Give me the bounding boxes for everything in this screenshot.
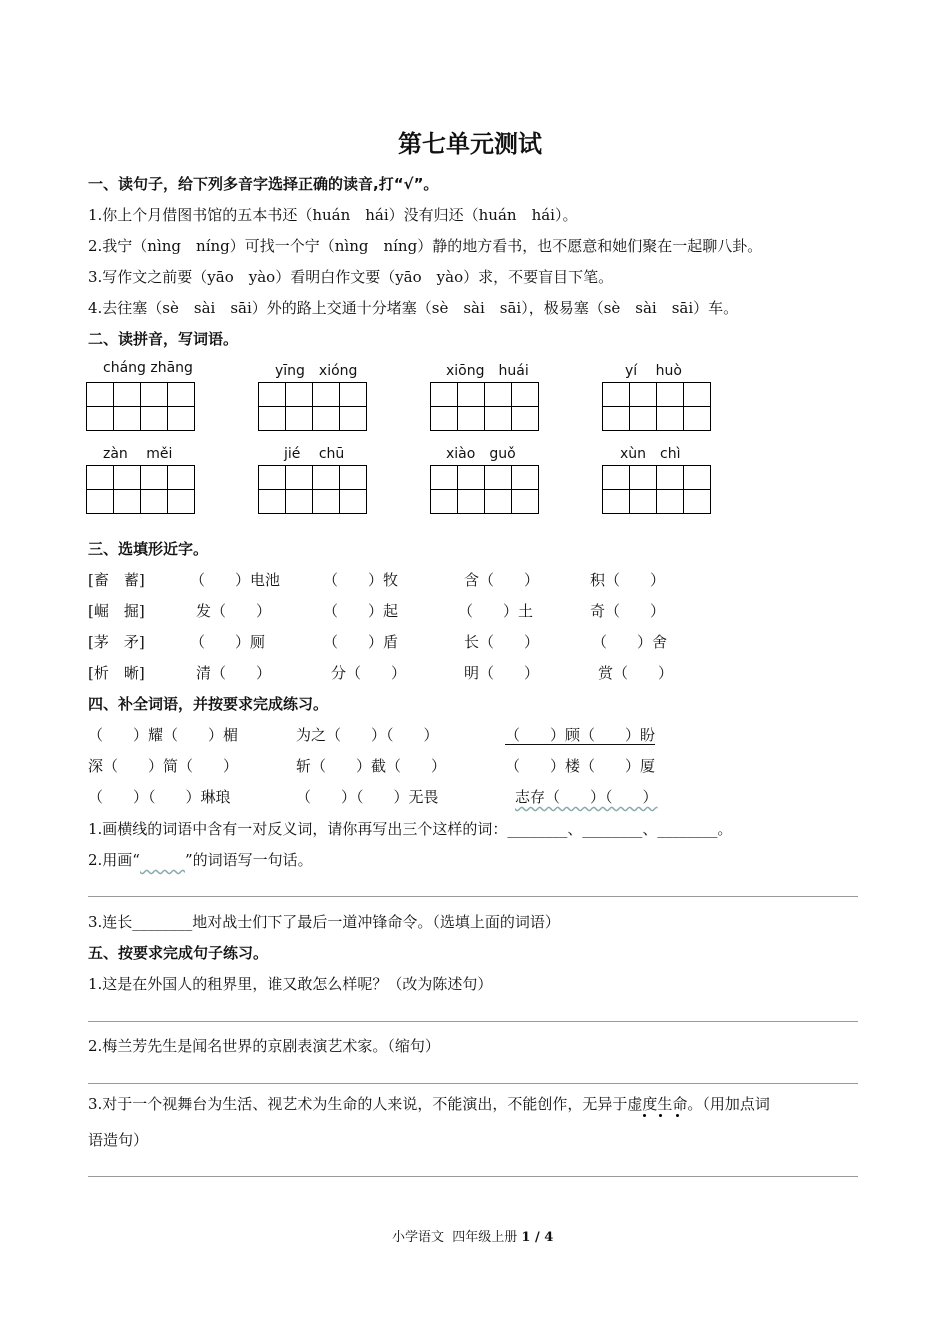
s4-idiom[interactable]: （ ）（ ）无畏 [296, 788, 439, 806]
s3-row1-blank[interactable]: 积（ ） [590, 571, 666, 589]
s1-line-2: 2.我宁（nìng níng）可找一个宁（nìng níng）静的地方看书，也不愿意和她们聚在一起聊八卦。 [88, 237, 763, 255]
s3-row1-blank[interactable]: 含（ ） [464, 571, 540, 589]
section-4-heading: 四、补全词语，并按要求完成练习。 [88, 695, 329, 713]
s3-row1-blank[interactable]: （ ）牧 [323, 571, 399, 589]
pinyin-2: yīng xióng [275, 363, 358, 379]
s3-row2-blank[interactable]: 奇（ ） [590, 602, 666, 620]
s5-question-3-cont: 语造句） [88, 1131, 149, 1149]
s4-idiom[interactable]: （ ）（ ）琳琅 [88, 788, 231, 806]
writing-grid-8[interactable] [602, 465, 711, 514]
s5-question-1: 1.这是在外国人的租界里，谁又敢怎么样呢？（改为陈述句） [88, 975, 493, 993]
pinyin-1: cháng zhāng [103, 360, 193, 376]
s3-row2-blank[interactable]: 发（ ） [196, 602, 272, 620]
page-title: 第七单元测试 [398, 130, 542, 158]
s1-line-4: 4.去往塞（sè sài sāi）外的路上交通十分堵塞（sè sài sāi），极易塞（sè sài sāi）车。 [88, 299, 739, 317]
s3-row3-blank[interactable]: 长（ ） [464, 633, 540, 651]
s4-idiom-wavy[interactable]: 志存（ ）（ ） [515, 788, 658, 806]
section-1-heading: 一、读句子，给下列多音字选择正确的读音,打“√”。 [88, 175, 439, 193]
s3-row3-blank[interactable]: （ ）舍 [592, 633, 668, 651]
s3-row4-blank[interactable]: 赏（ ） [598, 664, 674, 682]
pinyin-8: xùn chì [620, 446, 681, 462]
s5-question-3: 3.对于一个视舞台为生活、视艺术为生命的人来说，不能演出，不能创作，无异于虚度生命。（用加点词 [88, 1095, 770, 1113]
s3-row2-blank[interactable]: （ ）起 [323, 602, 399, 620]
s4-idiom[interactable]: （ ）耀（ ）楣 [88, 726, 239, 744]
answer-line[interactable] [88, 1176, 858, 1177]
section-2-heading: 二、读拼音，写词语。 [88, 330, 239, 348]
s3-row3-blank[interactable]: （ ）盾 [323, 633, 399, 651]
s4-idiom[interactable]: 斩（ ）截（ ） [296, 757, 447, 775]
page-footer [392, 1226, 553, 1245]
emphasis-dot [643, 1114, 646, 1117]
s3-row2-label: [崛 掘] [88, 602, 145, 620]
pinyin-5: zàn měi [103, 446, 173, 462]
emphasis-dot [659, 1114, 662, 1117]
s4-idiom[interactable]: 为之（ ）（ ） [296, 726, 439, 744]
s4-question-2 [88, 849, 313, 870]
s3-row3-blank[interactable]: （ ）厕 [190, 633, 266, 651]
s3-row2-blank[interactable]: （ ）土 [458, 602, 534, 620]
s3-row4-blank[interactable]: 明（ ） [464, 664, 540, 682]
section-3-heading: 三、选填形近字。 [88, 540, 209, 558]
q2-prefix: 2.用画“ [88, 851, 140, 869]
s3-row4-label: [析 晰] [88, 664, 145, 682]
s4-question-3: 3.连长________地对战士们下了最后一道冲锋命令。（选填上面的词语） [88, 913, 560, 931]
s4-idiom-underlined[interactable]: （ ）顾（ ）盼 [505, 726, 656, 744]
writing-grid-7[interactable] [430, 465, 539, 514]
writing-grid-2[interactable] [258, 382, 367, 431]
pinyin-7: xiào guǒ [446, 446, 516, 462]
page-number: 1 / 4 [521, 1230, 554, 1245]
writing-grid-6[interactable] [258, 465, 367, 514]
footer-text: 小学语文 四年级上册 [392, 1230, 522, 1245]
s5-question-2: 2.梅兰芳先生是闻名世界的京剧表演艺术家。（缩句） [88, 1037, 440, 1055]
s4-idiom[interactable]: 深（ ）简（ ） [88, 757, 239, 775]
s3-row4-blank[interactable]: 分（ ） [331, 664, 407, 682]
writing-grid-5[interactable] [86, 465, 195, 514]
emphasis-dot [676, 1114, 679, 1117]
writing-grid-4[interactable] [602, 382, 711, 431]
answer-line[interactable] [88, 896, 858, 897]
wavy-mark-sample [140, 851, 185, 869]
pinyin-6: jié chū [284, 446, 345, 462]
writing-grid-3[interactable] [430, 382, 539, 431]
answer-line[interactable] [88, 1083, 858, 1084]
s1-line-3: 3.写作文之前要（yāo yào）看明白作文要（yāo yào）求，不要盲目下笔。 [88, 268, 614, 286]
pinyin-4: yí huò [625, 363, 682, 379]
writing-grid-1[interactable] [86, 382, 195, 431]
q2-suffix: ”的词语写一句话。 [185, 851, 313, 869]
section-5-heading: 五、按要求完成句子练习。 [88, 944, 269, 962]
pinyin-3: xiōng huái [446, 363, 529, 379]
s3-row4-blank[interactable]: 清（ ） [196, 664, 272, 682]
s4-idiom[interactable]: （ ）楼（ ）厦 [505, 757, 656, 775]
s1-line-1: 1.你上个月借图书馆的五本书还（huán hái）没有归还（huán hái）。 [88, 206, 578, 224]
s4-question-1: 1.画横线的词语中含有一对反义词，请你再写出三个这样的词：________、________、________。 [88, 820, 733, 838]
s3-row1-label: [畜 蓄] [88, 571, 145, 589]
s3-row3-label: [茅 矛] [88, 633, 145, 651]
s3-row1-blank[interactable]: （ ）电池 [190, 571, 281, 589]
answer-line[interactable] [88, 1021, 858, 1022]
